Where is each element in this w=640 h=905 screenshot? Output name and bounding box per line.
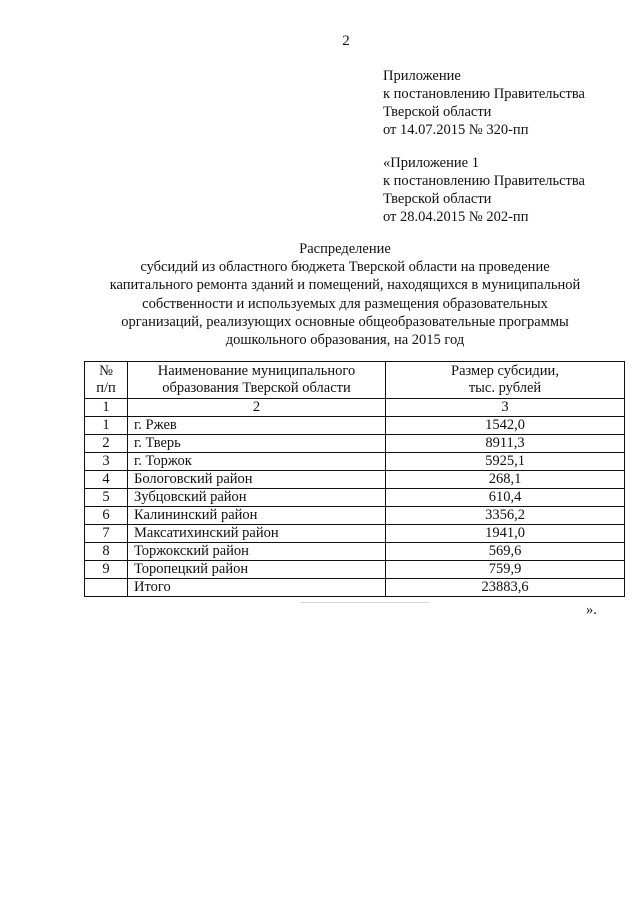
- table-row: 7 Максатихинский район 1941,0: [85, 525, 625, 543]
- appendix-line: Тверской области: [383, 104, 492, 120]
- column-number: 1: [85, 399, 128, 417]
- title-line: Распределение: [299, 241, 391, 257]
- title-line: дошкольного образования, на 2015 год: [225, 332, 465, 349]
- table-row: 9 Торопецкий район 759,9: [85, 561, 625, 579]
- header-amount: Размер субсидии, тыс. рублей: [386, 362, 625, 399]
- column-number-row: [85, 399, 625, 417]
- title-line: организаций, реализующих основные общеобразовательные программы: [121, 313, 569, 330]
- document-title: [60, 240, 630, 349]
- header-municipality: Наименование муниципального образования Тверской области: [128, 362, 386, 399]
- closing-quote: ».: [586, 602, 597, 618]
- appendix-line: Тверской области: [383, 191, 492, 207]
- table-row: 5 Зубцовский район 610,4: [85, 489, 625, 507]
- table-row: 2 г. Тверь 8911,3: [85, 435, 625, 453]
- subsidy-table: [84, 361, 625, 597]
- appendix-line: Приложение: [383, 68, 461, 84]
- column-number: 3: [386, 399, 625, 417]
- appendix-original-header: [383, 154, 585, 226]
- title-line: капитального ремонта зданий и помещений, находящихся в муниципальной: [109, 277, 581, 294]
- title-line: субсидий из областного бюджета Тверской области на проведение: [140, 259, 550, 276]
- appendix-line: от 28.04.2015 № 202-пп: [383, 209, 529, 225]
- column-number: 2: [128, 399, 386, 417]
- page-number: 2: [342, 33, 350, 49]
- table-row: 4 Бологовский район 268,1: [85, 471, 625, 489]
- appendix-current-header: [383, 67, 585, 139]
- appendix-line: к постановлению Правительства: [383, 173, 585, 189]
- table-header-row: [85, 362, 625, 399]
- table-row: 8 Торжокский район 569,6: [85, 543, 625, 561]
- header-number: № п/п: [85, 362, 128, 399]
- appendix-line: от 14.07.2015 № 320-пп: [383, 122, 529, 138]
- table-total-row: Итого 23883,6: [85, 579, 625, 597]
- table-row: 6 Калининский район 3356,2: [85, 507, 625, 525]
- appendix-line: к постановлению Правительства: [383, 86, 585, 102]
- appendix-line: «Приложение 1: [383, 155, 479, 171]
- table-row: 3 г. Торжок 5925,1: [85, 453, 625, 471]
- title-line: собственности и используемых для размещения образовательных: [142, 295, 548, 312]
- table-row: 1 г. Ржев 1542,0: [85, 417, 625, 435]
- scan-artifact-line: [300, 602, 430, 603]
